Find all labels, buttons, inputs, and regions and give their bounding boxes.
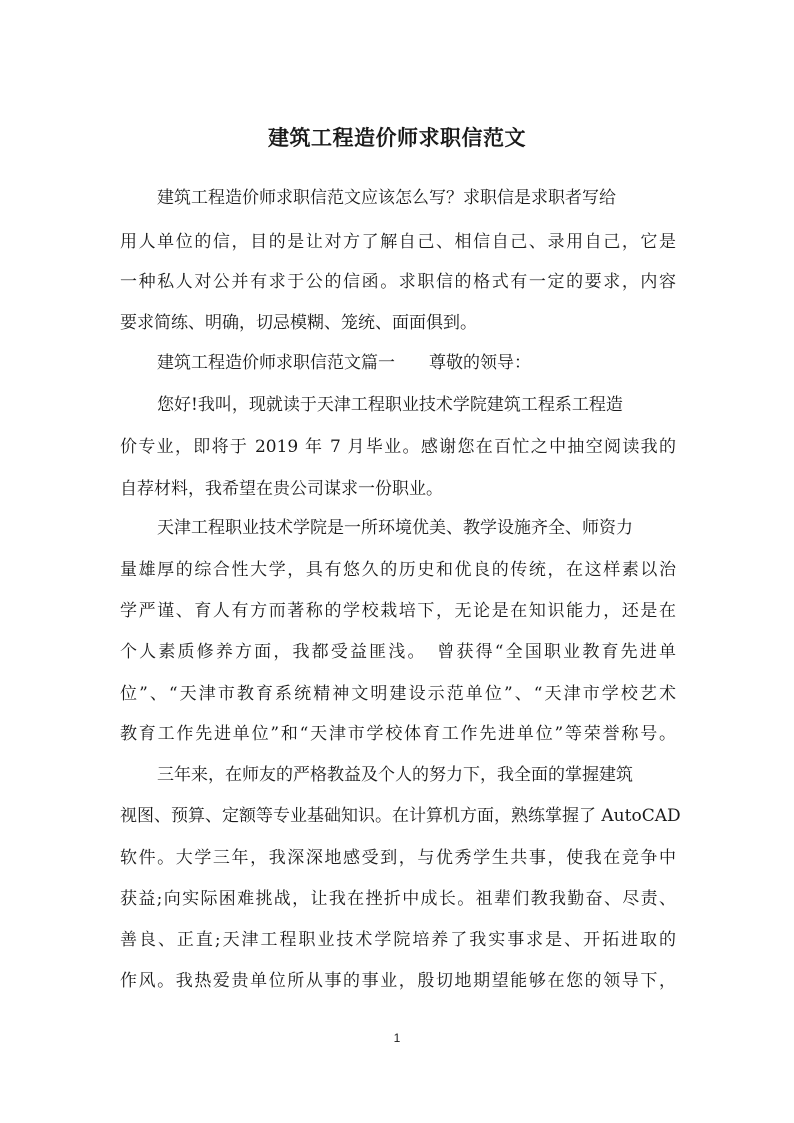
document-title: 建筑工程造价师求职信范文 <box>268 126 526 150</box>
paragraph-line: 位”、“天津市教育系统精神文明建设示范单位”、“天津市学校艺术 <box>120 684 676 704</box>
paragraph-line: 三年来，在师友的严格教益及个人的努力下，我全面的掌握建筑 <box>157 765 633 785</box>
paragraph-line: 用人单位的信，目的是让对方了解自己、相信自己、录用自己，它是 <box>120 232 676 252</box>
paragraph-line: 要求简练、明确，切忌模糊、笼统、面面俱到。 <box>120 313 477 333</box>
page-number: 1 <box>393 1031 401 1045</box>
paragraph-line: 一种私人对公并有求于公的信函。求职信的格式有一定的要求，内容 <box>120 272 676 292</box>
paragraph-line: 建筑工程造价师求职信范文应该怎么写？求职信是求职者写给 <box>157 188 616 208</box>
paragraph-line: 软件。大学三年，我深深地感受到，与优秀学生共事，使我在竞争中 <box>120 848 676 868</box>
paragraph-line: 量雄厚的综合性大学，具有悠久的历史和优良的传统，在这样素以治 <box>120 560 676 580</box>
paragraph-line: 学严谨、育人有方而著称的学校栽培下，无论是在知识能力，还是在 <box>120 601 676 621</box>
paragraph-line: 天津工程职业技术学院是一所环境优美、教学设施齐全、师资力 <box>157 518 633 538</box>
paragraph-line: 价专业，即将于 2019 年 7 月毕业。感谢您在百忙之中抽空阅读我的 <box>120 437 676 457</box>
paragraph-line: 善良、正直;天津工程职业技术学院培养了我实事求是、开拓进取的 <box>120 930 676 950</box>
paragraph-line: 建筑工程造价师求职信范文篇一 尊敬的领导： <box>157 353 531 373</box>
paragraph-line: 个人素质修养方面，我都受益匪浅。 曾获得“全国职业教育先进单 <box>120 642 676 662</box>
paragraph-line: 获益;向实际困难挑战，让我在挫折中成长。祖辈们教我勤奋、尽责、 <box>120 889 676 909</box>
paragraph-line: 视图、预算、定额等专业基础知识。在计算机方面，熟练掌握了 AutoCAD <box>120 806 681 826</box>
paragraph-line: 教育工作先进单位”和“天津市学校体育工作先进单位”等荣誉称号。 <box>120 724 676 744</box>
paragraph-line: 作风。我热爱贵单位所从事的事业，殷切地期望能够在您的领导下， <box>120 971 676 991</box>
paragraph-line: 自荐材料，我希望在贵公司谋求一份职业。 <box>120 479 443 499</box>
paragraph-line: 您好!我叫，现就读于天津工程职业技术学院建筑工程系工程造 <box>157 395 623 415</box>
